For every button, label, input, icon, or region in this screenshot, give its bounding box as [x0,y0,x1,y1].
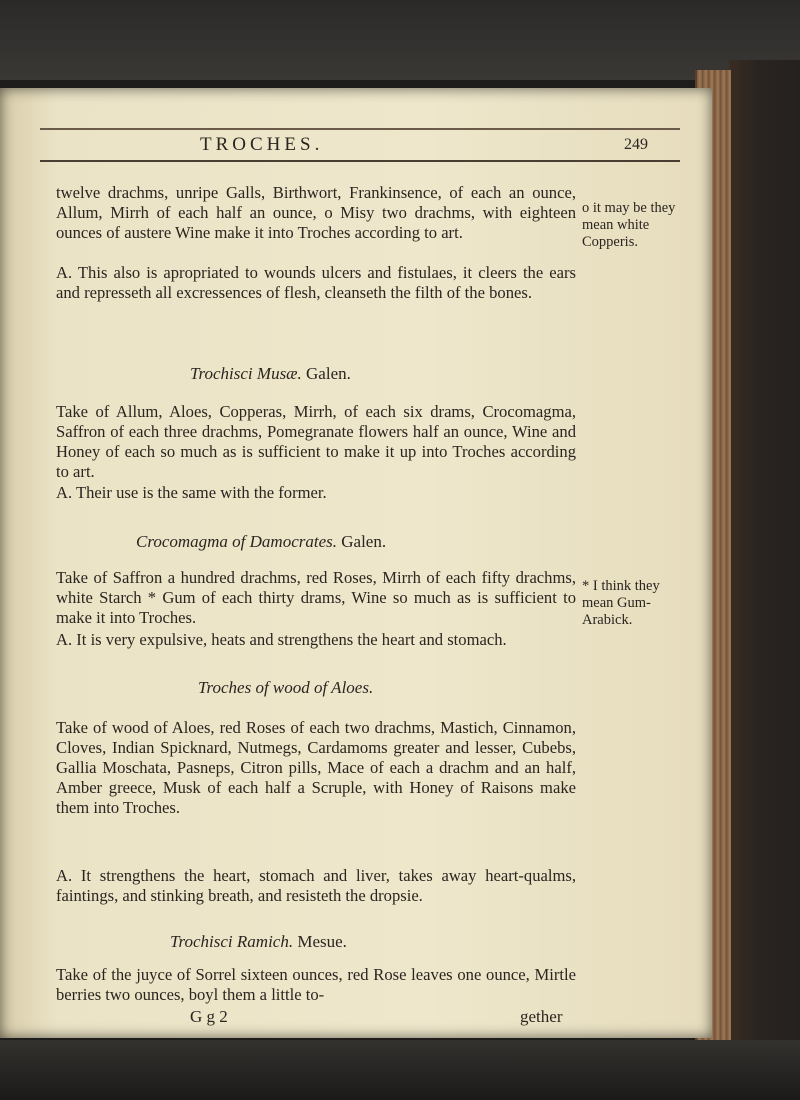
intro-paragraph: twelve drachms, unripe Galls, Birthwort, Frankinsence, of each an ounce, Allum, Mirrh of each half an ounce, o Misy two drachms, with eighteen ounces of austere Wine make it into Troches according to art. [56,183,576,242]
section-title: Crocomagma of Damocrates. [136,532,337,551]
section-author: Galen. [306,364,351,383]
running-title: TROCHES. [200,134,324,155]
section-author: Galen. [341,532,387,551]
section-heading-trochisci-musae [190,364,351,384]
header-rule-bottom [40,160,680,162]
header-rule-top [40,128,680,130]
section-virtues: A. Their use is the same with the former. [56,483,327,502]
section-heading-crocomagma [136,532,386,552]
margin-note-misy: o it may be they mean white Copperis. [582,200,676,250]
section-virtues: A. It strengthens the heart, stomach and liver, takes away heart-qualms, faintings, and stinking breath, and resisteth the dropsie. [56,866,576,905]
page-number: 249 [624,136,648,153]
section-heading-wood-of-aloes [198,678,373,698]
section-body: Take of Allum, Aloes, Copperas, Mirrh, of each six drams, Crocomagma, Saffron of each three drachms, Pomegranate flowers half an ounce, Wine and Honey of each so much as is sufficient to make it up into Troches according to art. [56,402,576,481]
section-title: Trochisci Ramich. [170,932,294,951]
section-body: Take of Saffron a hundred drachms, red Roses, Mirrh of each fifty drachms, white Starch * Gum of each thirty drams, Wine so much as is sufficient to make it into Troches. [56,568,576,627]
signature-mark: G g 2 [190,1007,228,1026]
section-title: Troches of wood of Aloes. [198,678,374,697]
section-body: Take of wood of Aloes, red Roses of each two drachms, Mastich, Cinnamon, Cloves, Indian Spicknard, Nutmegs, Cardamoms greater and lesser, Cubebs, Gallia Moschata, Pasneps, Citron pills, Mace of each a drachm and an half, Amber greece, Musk of each half a Scruple, with Honey of Raisons make them into Troches. [56,718,576,817]
book-edge-shadow [729,60,800,1060]
intro-virtues: A. This also is apropriated to wounds ulcers and fistulaes, it cleers the ears and represseth all excressences of flesh, cleanseth the filth of the bones. [56,263,576,302]
section-heading-trochisci-ramich [170,932,347,952]
backdrop-bottom [0,1040,800,1100]
section-title: Trochisci Musæ. [190,364,302,383]
catchword: gether [520,1007,563,1026]
running-header [40,128,680,158]
section-author: Mesue. [297,932,347,951]
section-virtues: A. It is very expulsive, heats and strengthens the heart and stomach. [56,630,507,649]
section-body: Take of the juyce of Sorrel sixteen ounces, red Rose leaves one ounce, Mirtle berries two ounces, boyl them a little to- [56,965,576,1004]
backdrop-top [0,0,800,80]
margin-note-gum: * I think they mean Gum-Arabick. [582,578,660,628]
